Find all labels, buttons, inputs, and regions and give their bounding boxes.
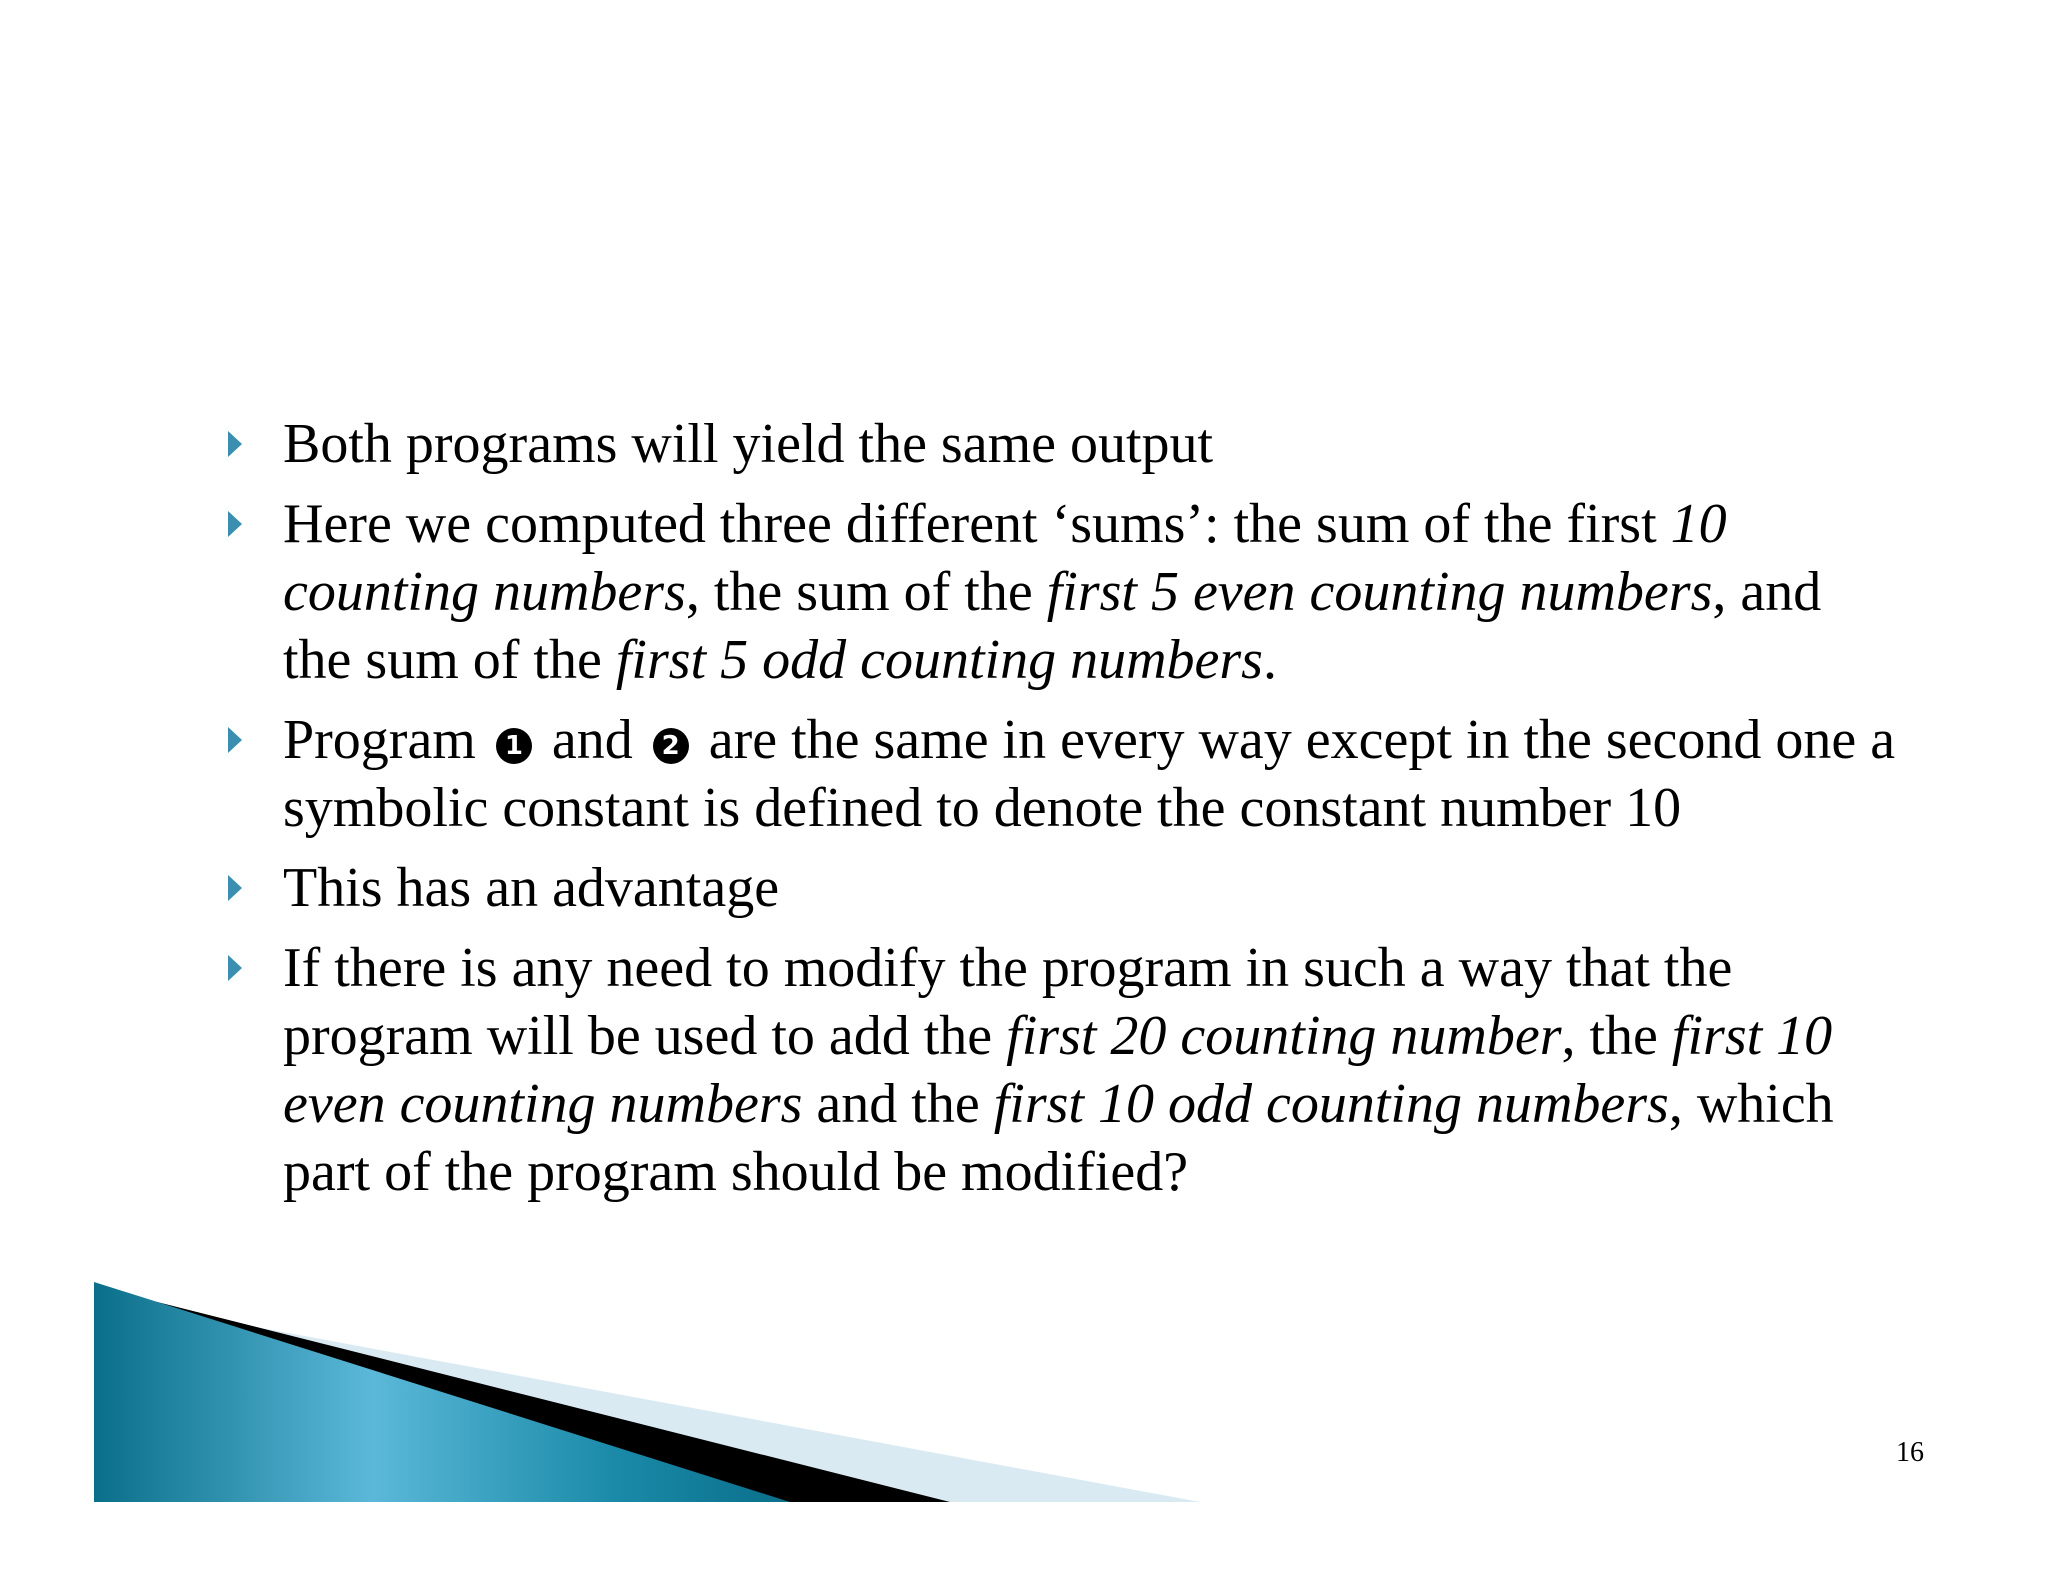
bullet-item [218,854,1898,922]
bullet-text: and the [802,1073,994,1135]
bullet-text: and [537,709,647,771]
bullet-item [218,706,1898,842]
bullet-text: Program [283,709,490,771]
bullet-arrow-icon [228,511,242,537]
bullet-text: , the sum of the [685,561,1047,623]
bullet-text-italic: first 10 even counting numbers [283,1005,1833,1135]
bullet-text: If there is any need to modify the program in such a way that the program will be used to add the [283,937,1733,1067]
circled-number-icon: 1 [496,728,532,764]
circled-number-icon: 2 [653,728,689,764]
bullet-item [218,934,1898,1206]
bullet-text-italic: first 5 even counting numbers [1046,561,1713,623]
bullet-arrow-icon [228,875,242,901]
bullet-item [218,410,1898,478]
page-number: 16 [1896,1437,1924,1468]
bullet-item [218,490,1898,694]
bullet-text: Both programs will yield the same output [283,413,1214,475]
bullet-text: . [1262,629,1277,691]
deco-teal-wedge [94,1282,790,1502]
bullet-text: are the same in every way except in the second one a symbolic constant is defined to denote the constant number 10 [283,709,1896,839]
bullet-text-italic: first 10 odd counting numbers [993,1073,1669,1135]
bullet-text-italic: first 20 counting number [1006,1005,1562,1067]
bullet-arrow-icon [228,955,242,981]
bullet-text-italic: first 5 odd counting numbers [615,629,1263,691]
bullet-text: , and the sum of the [283,561,1822,691]
bullet-arrow-icon [228,727,242,753]
bullet-text: , which part of the program should be modified? [283,1073,1834,1203]
bullet-list [218,410,1898,1218]
bullet-text: This has an advantage [283,857,780,919]
bullet-arrow-icon [228,431,242,457]
bullet-text: Here we computed three different ‘sums’: the sum of the first [283,493,1671,555]
bullet-text-italic: 10 counting numbers [283,493,1727,623]
bullet-text: , the [1561,1005,1672,1067]
